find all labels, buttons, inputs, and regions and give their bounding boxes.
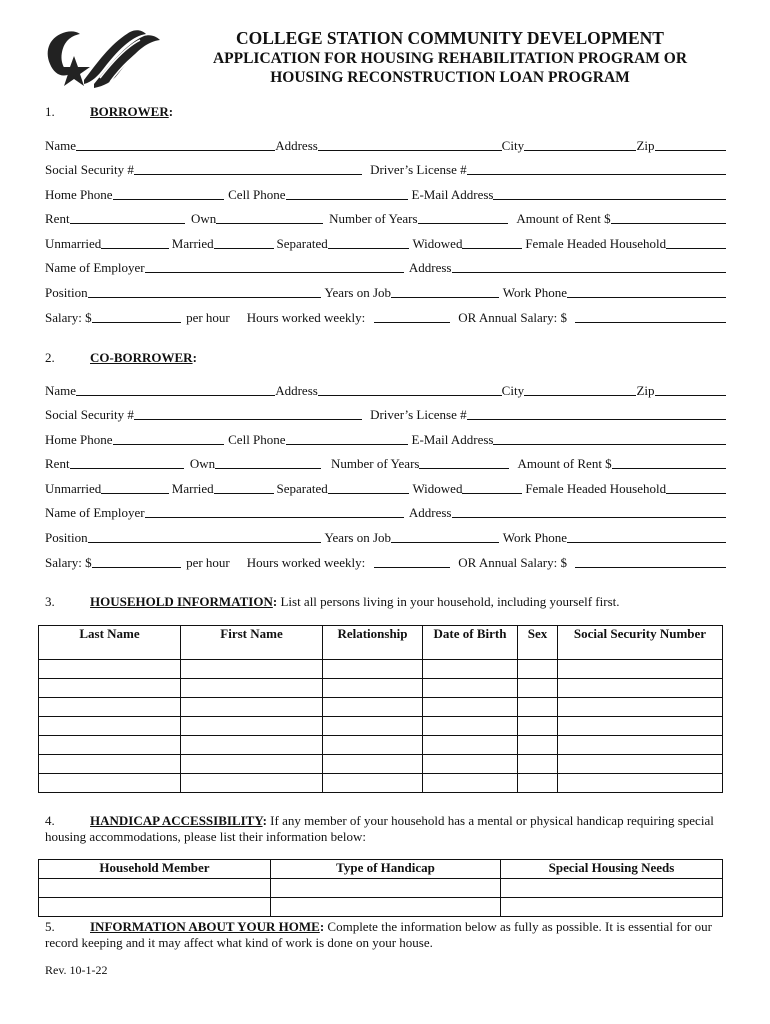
coborrower-email-field[interactable] bbox=[493, 430, 726, 445]
household-col-relationship: Relationship bbox=[323, 626, 423, 660]
borrower-row-salary: Salary: $ per hour Hours worked weekly: OR Annual Salary: $ bbox=[45, 308, 726, 326]
borrower-ssn-field[interactable] bbox=[134, 160, 362, 175]
borrower-female-head-field[interactable] bbox=[666, 234, 726, 249]
coborrower-row-name: Name Address City Zip bbox=[45, 381, 726, 399]
borrower-zip-field[interactable] bbox=[655, 136, 727, 151]
borrower-years-field[interactable] bbox=[418, 209, 509, 224]
table-row bbox=[39, 736, 723, 755]
form-title: COLLEGE STATION COMMUNITY DEVELOPMENT bbox=[236, 28, 664, 48]
coborrower-home-phone-field[interactable] bbox=[113, 430, 225, 445]
section-coborrower-heading: 2. CO-BORROWER: bbox=[45, 350, 197, 365]
borrower-name-field[interactable] bbox=[76, 136, 275, 151]
borrower-married-field[interactable] bbox=[214, 234, 274, 249]
coborrower-row-salary: Salary: $ per hour Hours worked weekly: OR Annual Salary: $ bbox=[45, 553, 726, 571]
coborrower-cell-phone-field[interactable] bbox=[286, 430, 408, 445]
borrower-cell-phone-field[interactable] bbox=[286, 185, 408, 200]
borrower-employer-field[interactable] bbox=[145, 258, 404, 273]
borrower-dl-field[interactable] bbox=[467, 160, 726, 175]
coborrower-dl-field[interactable] bbox=[467, 405, 726, 420]
borrower-amount-rent-field[interactable] bbox=[611, 209, 726, 224]
form-subtitle-line1: APPLICATION FOR HOUSING REHABILITATION PROGRAM OR bbox=[212, 50, 688, 67]
borrower-position-field[interactable] bbox=[88, 283, 322, 298]
handicap-col-type: Type of Handicap bbox=[271, 860, 501, 879]
coborrower-row-housing: Rent Own Number of Years Amount of Rent $ bbox=[45, 454, 726, 472]
handicap-table bbox=[38, 859, 723, 917]
coborrower-years-job-field[interactable] bbox=[391, 528, 499, 543]
coborrower-row-phone: Home Phone Cell Phone E-Mail Address bbox=[45, 430, 726, 448]
table-row bbox=[39, 717, 723, 736]
borrower-row-employer: Name of Employer Address bbox=[45, 258, 726, 276]
coborrower-amount-rent-field[interactable] bbox=[612, 454, 726, 469]
coborrower-work-phone-field[interactable] bbox=[567, 528, 726, 543]
handicap-col-member: Household Member bbox=[39, 860, 271, 879]
coborrower-female-head-field[interactable] bbox=[666, 479, 726, 494]
coborrower-row-employer: Name of Employer Address bbox=[45, 503, 726, 521]
household-col-sex: Sex bbox=[518, 626, 558, 660]
coborrower-hours-field[interactable] bbox=[374, 553, 450, 568]
coborrower-name-field[interactable] bbox=[76, 381, 275, 396]
household-col-ssn: Social Security Number bbox=[558, 626, 723, 660]
borrower-home-phone-field[interactable] bbox=[113, 185, 225, 200]
borrower-separated-field[interactable] bbox=[328, 234, 410, 249]
table-row bbox=[39, 660, 723, 679]
household-col-first-name: First Name bbox=[181, 626, 323, 660]
coborrower-salary-field[interactable] bbox=[92, 553, 182, 568]
college-station-logo-icon bbox=[40, 22, 164, 94]
borrower-widowed-field[interactable] bbox=[462, 234, 522, 249]
borrower-own-field[interactable] bbox=[216, 209, 323, 224]
coborrower-rent-field[interactable] bbox=[70, 454, 184, 469]
coborrower-row-position: Position Years on Job Work Phone bbox=[45, 528, 726, 546]
form-subtitle-line2: HOUSING RECONSTRUCTION LOAN PROGRAM bbox=[270, 69, 630, 86]
coborrower-employer-field[interactable] bbox=[145, 503, 404, 518]
coborrower-row-marital: Unmarried Married Separated Widowed Female Headed Household bbox=[45, 479, 726, 497]
borrower-rent-field[interactable] bbox=[70, 209, 185, 224]
handicap-col-needs: Special Housing Needs bbox=[501, 860, 723, 879]
table-row bbox=[39, 679, 723, 698]
borrower-work-phone-field[interactable] bbox=[567, 283, 726, 298]
table-row bbox=[39, 755, 723, 774]
table-row bbox=[39, 898, 723, 917]
table-row bbox=[39, 774, 723, 793]
coborrower-annual-salary-field[interactable] bbox=[575, 553, 726, 568]
section-borrower-heading: 1. BORROWER: bbox=[45, 104, 174, 119]
handicap-header-row bbox=[39, 860, 723, 879]
borrower-unmarried-field[interactable] bbox=[101, 234, 168, 249]
borrower-hours-field[interactable] bbox=[374, 308, 450, 323]
table-row bbox=[39, 879, 723, 898]
borrower-salary-field[interactable] bbox=[92, 308, 182, 323]
borrower-annual-salary-field[interactable] bbox=[575, 308, 726, 323]
borrower-address-field[interactable] bbox=[318, 136, 502, 151]
coborrower-unmarried-field[interactable] bbox=[101, 479, 168, 494]
household-header-row bbox=[39, 626, 723, 660]
coborrower-zip-field[interactable] bbox=[655, 381, 727, 396]
coborrower-row-ssn: Social Security # Driver’s License # bbox=[45, 405, 726, 423]
coborrower-employer-address-field[interactable] bbox=[452, 503, 727, 518]
section-handicap: 4. HANDICAP ACCESSIBILITY: If any member of your household has a mental or physical handicap requiring special housing accommodations, please list their information below: bbox=[45, 813, 714, 844]
coborrower-own-field[interactable] bbox=[215, 454, 321, 469]
coborrower-separated-field[interactable] bbox=[328, 479, 410, 494]
coborrower-ssn-field[interactable] bbox=[134, 405, 362, 420]
coborrower-address-field[interactable] bbox=[318, 381, 502, 396]
borrower-email-field[interactable] bbox=[493, 185, 726, 200]
coborrower-position-field[interactable] bbox=[88, 528, 322, 543]
borrower-row-position: Position Years on Job Work Phone bbox=[45, 283, 726, 301]
household-col-last-name: Last Name bbox=[39, 626, 181, 660]
coborrower-years-field[interactable] bbox=[419, 454, 509, 469]
coborrower-widowed-field[interactable] bbox=[462, 479, 522, 494]
household-col-dob: Date of Birth bbox=[423, 626, 518, 660]
coborrower-city-field[interactable] bbox=[524, 381, 636, 396]
household-table bbox=[38, 625, 723, 793]
borrower-row-marital: Unmarried Married Separated Widowed Female Headed Household bbox=[45, 234, 726, 252]
coborrower-married-field[interactable] bbox=[214, 479, 274, 494]
revision-date: Rev. 10-1-22 bbox=[45, 963, 108, 977]
section-household-heading: 3. HOUSEHOLD INFORMATION: List all persons living in your household, including yourself first. bbox=[45, 594, 620, 609]
borrower-employer-address-field[interactable] bbox=[452, 258, 727, 273]
borrower-row-housing: Rent Own Number of Years Amount of Rent $ bbox=[45, 209, 726, 227]
section-home-info: 5. INFORMATION ABOUT YOUR HOME: Complete the information below as fully as possible. It is essential for our record keeping and it may affect what kind of work is done on your house. bbox=[45, 919, 712, 950]
borrower-row-phone: Home Phone Cell Phone E-Mail Address bbox=[45, 185, 726, 203]
borrower-city-field[interactable] bbox=[524, 136, 636, 151]
table-row bbox=[39, 698, 723, 717]
borrower-row-name: Name Address City Zip bbox=[45, 136, 726, 154]
borrower-row-ssn: Social Security # Driver’s License # bbox=[45, 160, 726, 178]
borrower-years-job-field[interactable] bbox=[391, 283, 499, 298]
